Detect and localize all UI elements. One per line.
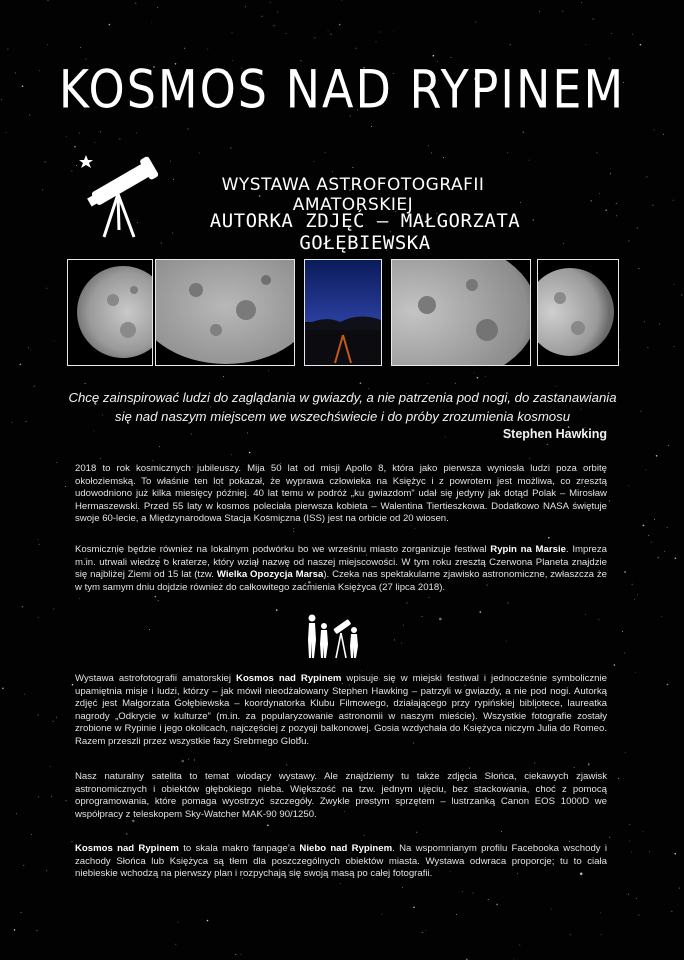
moon-photo-3 (391, 259, 531, 366)
exhibition-subtitle: WYSTAWA ASTROFOTOGRAFII AMATORSKIEJ (221, 175, 485, 215)
paragraph-jubilees: 2018 to rok kosmicznych jubileuszy. Mija 50 lat od misji Apollo 8, która jako pierwsza wyniosła ludzi poza orbitę okołoziemską. To właśnie ten lot pokazał, że wyprawa człowieka na Księżyc i z powrotem jest możliwa, co zresztą udowodniono już kilka miesięcy później. 40 lat temu w podróż „ku gwiazdom” udał się jedyny jak dotąd Polak – Mirosław Hermaszewski. Przed 55 laty w kosmos poleciała pierwsza kobieta – Walentina Tiertieszkowa. Dodatkowo NASA świętuje swoje 60-lecie, a Międzynarodowa Stacja Kosmiczna (ISS) jest na orbicie od 20 wiosen. (75, 463, 607, 525)
quote-line-2: się nad naszym miejscem we wszechświecie i do próby zrozumienia kosmosu (114, 409, 571, 424)
poster-title: KOSMOS NAD RYPINEM (58, 57, 626, 121)
paragraph-exhibition: Wystawa astrofotografii amatorskiej Kosmos nad Rypinem wpisuje się w miejski festiwal i jednocześnie symbolicznie upamiętnia misje i ludzi, którzy – jak mówił nieodżałowany Stephen Hawking – patrzyli w gwiazdy, a nie pod nogi. Autorką zdjęć jest Małgorzata Gołębiewska – koordynatorka Klubu Filmowego, działającego przy rypińskiej bibliotece, laureatka nagrody „Odkrycie w kulturze” (m.in. za popularyzowanie astronomii w naszym mieście). Wszystkie fotografie zostały zrobione w Rypinie i jego okolicach, najczęściej z pozycji balkonowej. Gosia wzdychała do Księżyca niczym Julia do Romeo. Razem przeszli przez wszystkie fazy Srebrnego Globu. (75, 673, 607, 747)
moon-photo-2 (155, 259, 295, 366)
star-icon (79, 155, 93, 168)
moon-photo-1 (67, 259, 153, 366)
moon-photo-4 (537, 259, 619, 366)
night-sky-photo (304, 259, 382, 366)
paragraph-equipment: Nasz naturalny satelita to temat wiodący wystawy. Ale znajdziemy tu także zdjęcia Słońca, ciekawych zjawisk astronomicznych i obiektów głębokiego nieba. Większość na tzw. jednym ujęciu, bez stackowania, choć z pomocą oprogramowania, które pomaga wyostrzyć szczegóły. Zwykle prostym sprzętem – lustrzanką Canon EOS 1000D we współpracy z teleskopem Sky-Watcher MAK-90 90/1250. (75, 771, 607, 820)
paragraph-fanpage: Kosmos nad Rypinem to skala makro fanpage’a Niebo nad Rypinem. Na wspomnianym profilu Facebooka wschody i zachody Słońca lub Księżyca są tłem dla poszczególnych obiektów miasta. Wystawa odwraca proporcje; tu to ciała niebieskie wchodzą na pierwszy plan i rozpychają się swoją masą po całej fotografii. (75, 843, 607, 880)
author-line: AUTORKA ZDJĘĆ – MAŁGORZATA GOŁĘBIEWSKA (209, 210, 521, 254)
paragraph-rypin-na-marsie: Kosmicznie będzie również na lokalnym podwórku bo we wrześniu miasto zorganizuje festiwal Rypin na Marsie. Impreza m.in. utrwali wiedzę o kraterze, który wziął nazwę od naszej miejscowości. W tym roku zresztą Czerwona Planeta znajdzie się najbliżej Ziemi od 15 lat (tzw. Wielka Opozycja Marsa). Czeka nas spektakularne zjawisko astronomiczne, zwłaszcza że w tym samym dniu dojdzie również do całkowitego zaćmienia Księżyca (27 lipca 2018). (75, 544, 607, 593)
stargazers-icon (302, 614, 362, 660)
hawking-quote (60, 388, 625, 426)
quote-line-1: Chcę zainspirować ludzi do zaglądania w gwiazdy, a nie patrzenia pod nogi, do zastanawiania (68, 390, 617, 405)
quote-author: Stephen Hawking (502, 427, 607, 441)
